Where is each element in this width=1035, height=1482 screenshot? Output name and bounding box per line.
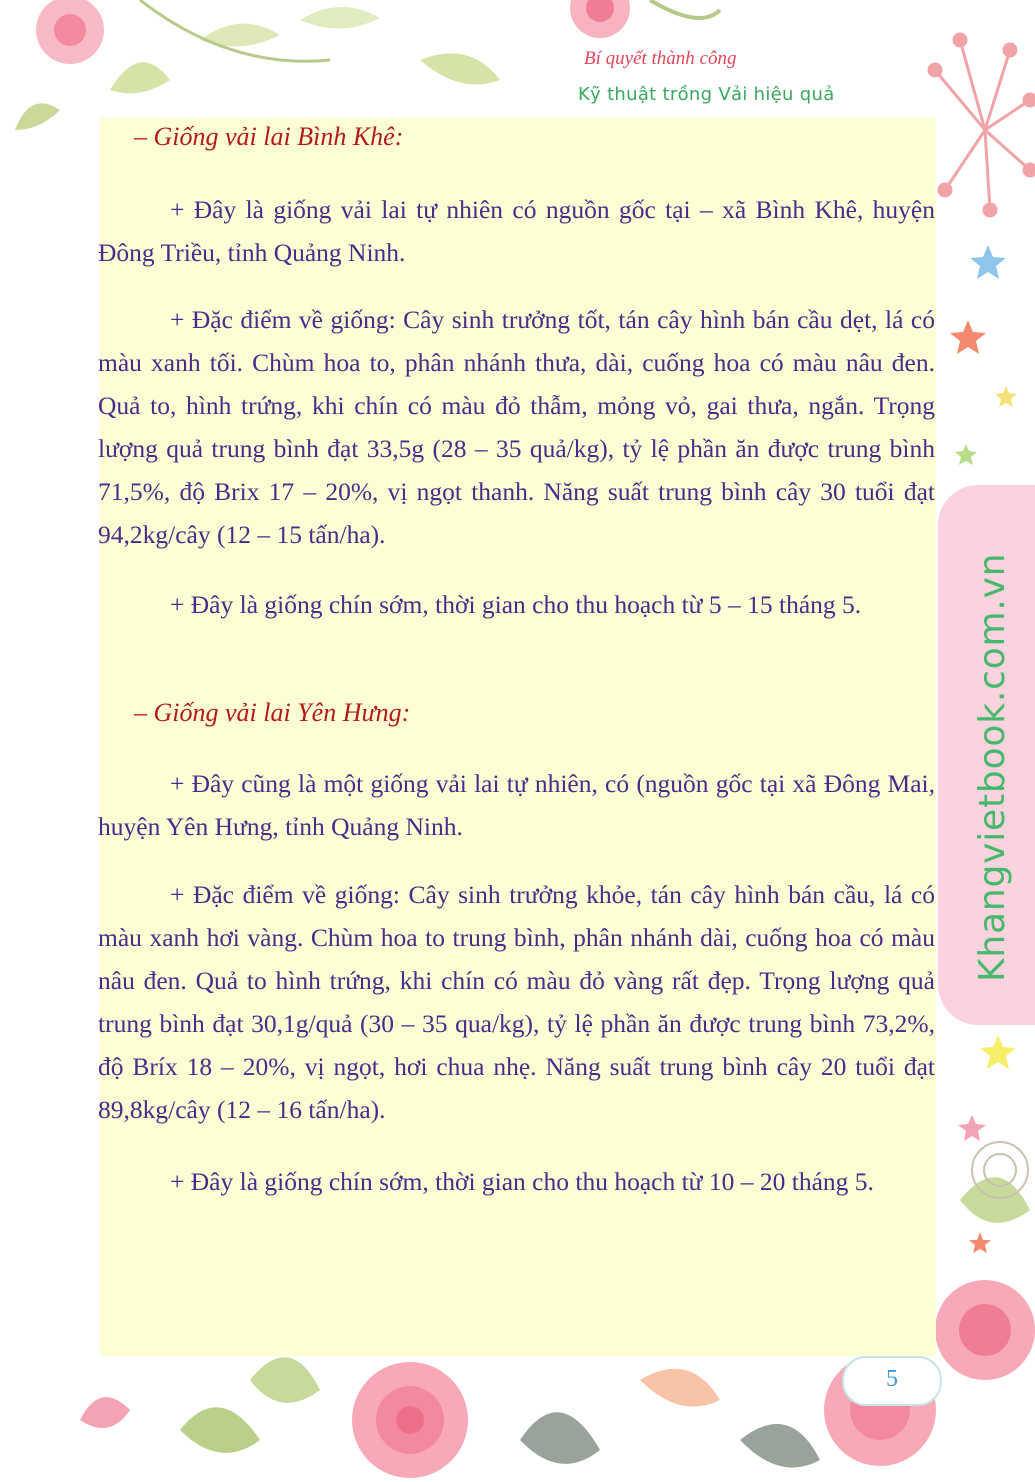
flower-decoration [15,0,500,130]
paragraph: + Đây là giống chín sớm, thời gian cho thu hoạch từ 10 – 20 tháng 5. [170,1167,874,1196]
series-title: Bí quyết thành công [584,48,737,69]
paragraph: + Đây cũng là một giống vải lai tự nhiên, có (nguồn gốc tại xã Đông Mai, huyện Yên Hưng, tỉnh Quảng Ninh. [98,769,935,841]
rose-decoration [570,0,720,38]
website-label: Khangvietbook.com.vn [972,552,1013,982]
paragraph: + Đặc điểm về giống: Cây sinh trưởng tốt, tán cây hình bán cầu dẹt, lá có màu xanh tối. Chùm hoa to, phân nhánh thưa, dài, cuống hoa có màu nâu đen. Quả to, hình trứng, khi chín có màu đỏ thẫm, mỏng vỏ, gai thưa, ngắn. Trọng lượng quả trung bình đạt 33,5g (28 – 35 quả/kg), tỷ lệ phần ăn được trung bình 71,5%, độ Brix 17 – 20%, vị ngọt thanh. Năng suất trung bình cây 30 tuổi đạt 94,2kg/cây (12 – 15 tấn/ha). [98,305,935,549]
page-number: 5 [886,1366,898,1392]
page-number-box [842,1356,942,1406]
paragraph: + Đây là giống chín sớm, thời gian cho thu hoạch từ 5 – 15 tháng 5. [170,590,862,619]
book-title: Kỹ thuật trồng Vải hiệu quả [578,84,835,105]
section-heading: – Giống vải lai Bình Khê: [134,122,404,151]
dandelion-decoration [929,34,1035,216]
section-heading: – Giống vải lai Yên Hưng: [134,698,411,727]
paragraph: + Đây là giống vải lai tự nhiên có nguồn gốc tại – xã Bình Khê, huyện Đông Triều, tỉnh Quảng Ninh. [98,195,935,267]
paragraph: + Đặc điểm về giống: Cây sinh trưởng khỏe, tán cây hình bán cầu, lá có màu xanh hơi vàng. Chùm hoa to trung bình, phân nhánh dài, cuống hoa có màu nâu đen. Quả to hình trứng, khi chín có màu đỏ vàng rất đẹp. Trọng lượng quả trung bình đạt 30,1g/quả (30 – 35 qua/kg), tỷ lệ phần ăn được trung bình 73,2%, độ Bríx 18 – 20%, vị ngọt, hơi chua nhẹ. Năng suất trung bình cây 20 tuổi đạt 89,8kg/cây (12 – 16 tấn/ha). [98,880,935,1124]
page-header [562,40,880,120]
